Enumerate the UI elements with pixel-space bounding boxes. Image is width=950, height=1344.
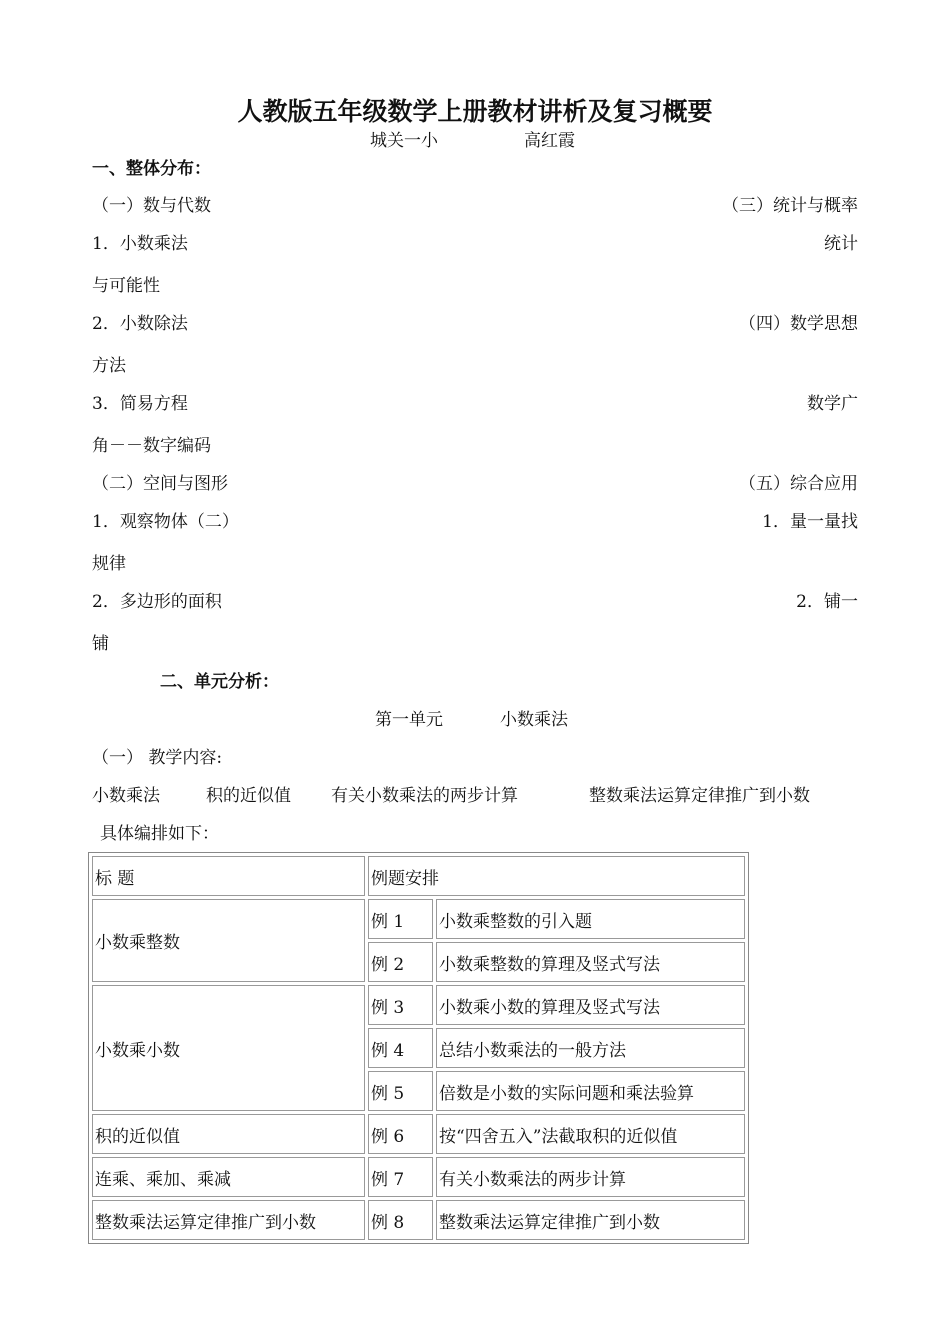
line-right: （三）统计与概率 bbox=[722, 196, 858, 216]
table-row bbox=[92, 1114, 745, 1154]
line-left: 方法 bbox=[92, 356, 126, 376]
line-right: 统计 bbox=[824, 234, 858, 254]
line-right: 2．铺一 bbox=[796, 592, 858, 612]
line-right: （五）综合应用 bbox=[739, 474, 858, 494]
arrangement-label: 具体编排如下： bbox=[100, 824, 219, 844]
topic-cell: 连乘、乘加、乘减 bbox=[92, 1157, 365, 1197]
section-heading-unit-analysis: 二、单元分析： bbox=[160, 672, 279, 692]
line-right: 数学广 bbox=[807, 394, 858, 414]
header-examples-cell: 例题安排 bbox=[368, 856, 745, 896]
line-left: 2．小数除法 bbox=[92, 314, 188, 334]
topic-cell: 整数乘法运算定律推广到小数 bbox=[92, 1200, 365, 1240]
table-row bbox=[92, 1200, 745, 1240]
line-left: （二）空间与图形 bbox=[92, 474, 228, 494]
line-left: 1．观察物体（二） bbox=[92, 512, 239, 532]
example-description-cell: 小数乘整数的算理及竖式写法 bbox=[436, 942, 745, 982]
table-header-row bbox=[92, 856, 745, 896]
line-left: （一）数与代数 bbox=[92, 196, 211, 216]
example-number-cell: 例 3 bbox=[368, 985, 433, 1025]
line-left: 铺 bbox=[92, 634, 109, 654]
example-description-cell: 小数乘整数的引入题 bbox=[436, 899, 745, 939]
topic-item: 整数乘法运算定律推广到小数 bbox=[589, 786, 810, 806]
example-number-cell: 例 1 bbox=[368, 899, 433, 939]
section-heading-overall: 一、整体分布： bbox=[92, 159, 211, 179]
example-description-cell: 小数乘小数的算理及竖式写法 bbox=[436, 985, 745, 1025]
line-left: 2．多边形的面积 bbox=[92, 592, 222, 612]
line-left: 3．简易方程 bbox=[92, 394, 188, 414]
topic-item: 有关小数乘法的两步计算 bbox=[331, 786, 518, 806]
table-row bbox=[92, 899, 745, 939]
document-title: 人教版五年级数学上册教材讲析及复习概要 bbox=[237, 97, 713, 126]
topic-cell: 小数乘整数 bbox=[92, 899, 365, 982]
line-left: 角－－数字编码 bbox=[92, 436, 211, 456]
example-number-cell: 例 2 bbox=[368, 942, 433, 982]
example-number-cell: 例 5 bbox=[368, 1071, 433, 1111]
content-label: （一） 教学内容: bbox=[92, 748, 223, 768]
topic-cell: 积的近似值 bbox=[92, 1114, 365, 1154]
line-left: 与可能性 bbox=[92, 276, 160, 296]
example-number-cell: 例 4 bbox=[368, 1028, 433, 1068]
topic-cell: 小数乘小数 bbox=[92, 985, 365, 1111]
example-number-cell: 例 6 bbox=[368, 1114, 433, 1154]
example-number-cell: 例 7 bbox=[368, 1157, 433, 1197]
example-description-cell: 有关小数乘法的两步计算 bbox=[436, 1157, 745, 1197]
table-row bbox=[92, 1157, 745, 1197]
example-arrangement-table bbox=[88, 852, 749, 1244]
line-left: 1．小数乘法 bbox=[92, 234, 188, 254]
unit-name: 小数乘法 bbox=[500, 710, 568, 730]
line-left: 规律 bbox=[92, 554, 126, 574]
line-right: 1．量一量找 bbox=[762, 512, 858, 532]
example-description-cell: 整数乘法运算定律推广到小数 bbox=[436, 1200, 745, 1240]
table-row bbox=[92, 985, 745, 1025]
example-description-cell: 倍数是小数的实际问题和乘法验算 bbox=[436, 1071, 745, 1111]
example-description-cell: 总结小数乘法的一般方法 bbox=[436, 1028, 745, 1068]
author-name: 高红霞 bbox=[524, 131, 575, 151]
topic-item: 积的近似值 bbox=[206, 786, 291, 806]
example-number-cell: 例 8 bbox=[368, 1200, 433, 1240]
author-school: 城关一小 bbox=[370, 131, 438, 151]
example-description-cell: 按“四舍五入”法截取积的近似值 bbox=[436, 1114, 745, 1154]
header-title-cell: 标 题 bbox=[92, 856, 365, 896]
line-right: （四）数学思想 bbox=[739, 314, 858, 334]
topic-item: 小数乘法 bbox=[92, 786, 160, 806]
unit-title: 第一单元 bbox=[375, 710, 443, 730]
